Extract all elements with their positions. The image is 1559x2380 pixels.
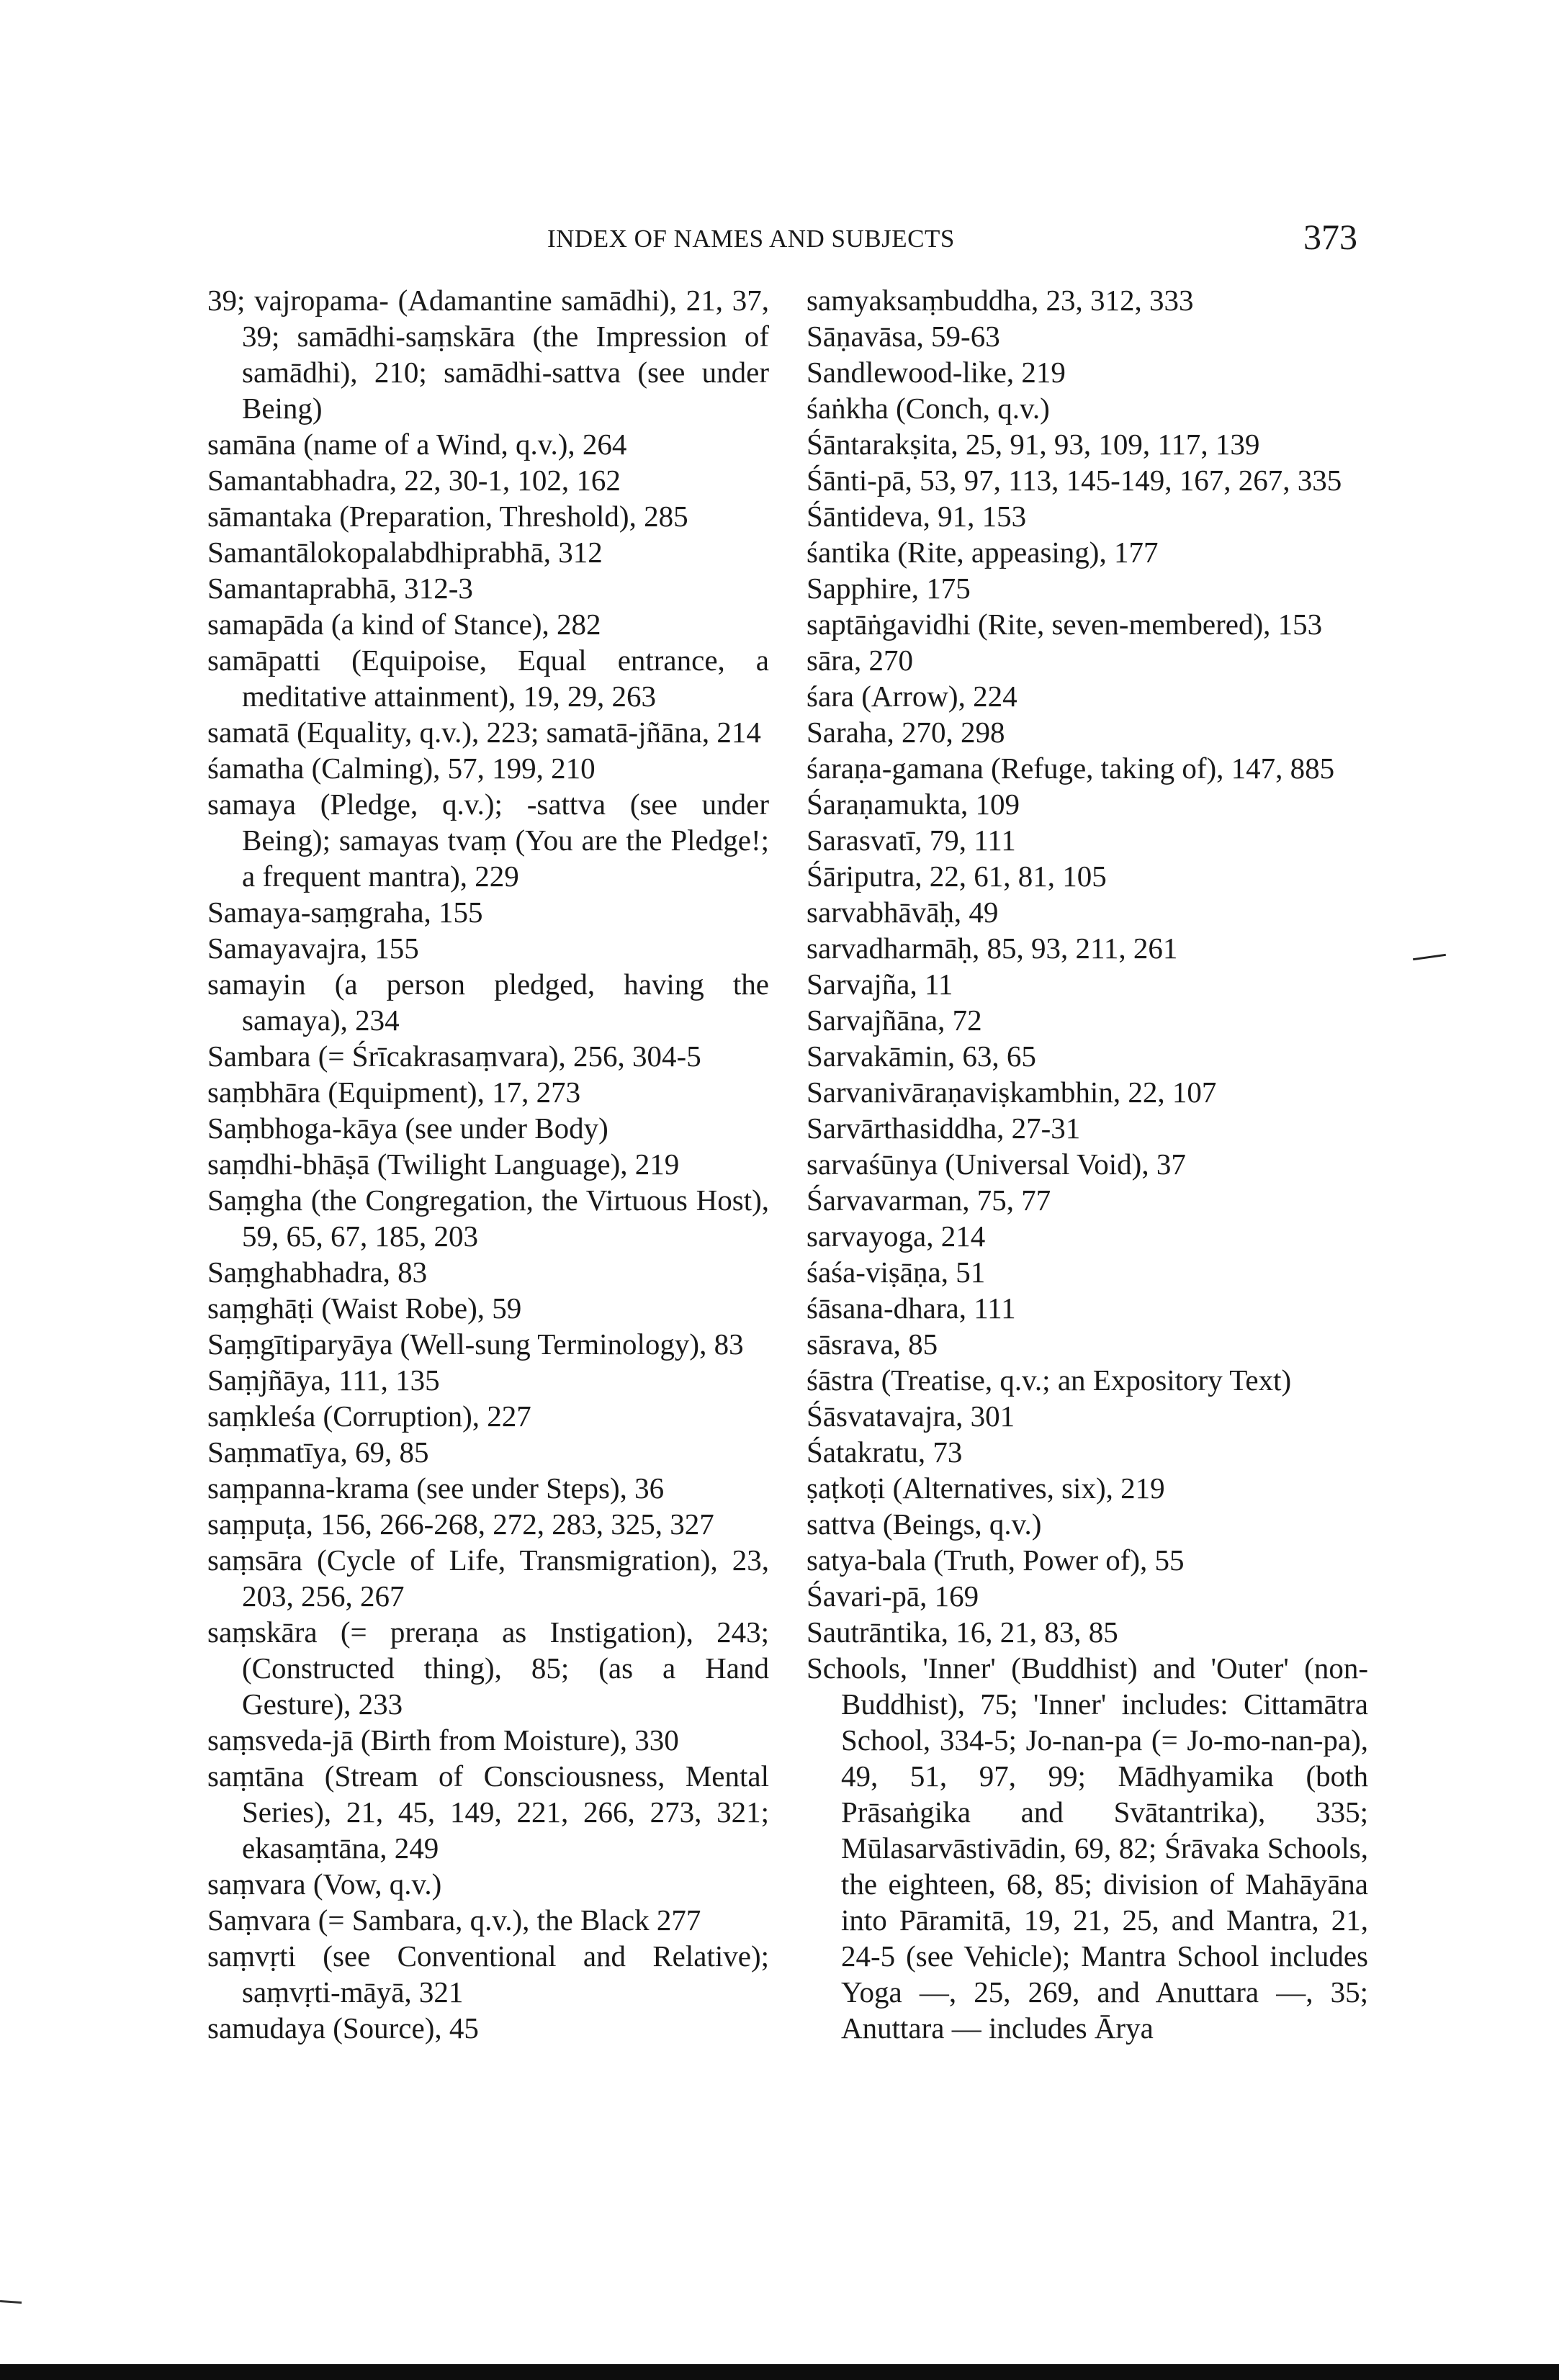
index-entry: Saṃjñāya, 111, 135 [207,1363,440,1397]
index-entry: saṃskāra (= preraṇa as Instigation), 243; (Constructed thing), 85; (as a Hand Gesture), 233 [207,1615,769,1721]
index-entry: Sāṇavāsa, 59-63 [807,320,1000,353]
index-entry: Saṃmatīya, 69, 85 [207,1435,429,1469]
index-entry: samudaya (Source), 45 [207,2011,479,2045]
index-entry: sāra, 270 [807,644,914,677]
index-entry: Sambara (= Śrīcakrasaṃvara), 256, 304-5 [207,1040,701,1073]
index-entry: Sapphire, 175 [807,572,971,605]
index-entry: saṃsāra (Cycle of Life, Transmigration), 23, 203, 256, 267 [207,1543,769,1613]
index-entry: śara (Arrow), 224 [807,680,1017,713]
index-entry: Śāsvatavajra, 301 [807,1399,1015,1433]
index-entry: śaśa-viṣāṇa, 51 [807,1256,986,1289]
index-entry: saṃdhi-bhāṣā (Twilight Language), 219 [207,1148,680,1181]
index-entry: saptāṅgavidhi (Rite, seven-membered), 153 [807,608,1323,641]
index-entry: śantika (Rite, appeasing), 177 [807,536,1159,569]
index-entry: saṃvara (Vow, q.v.) [207,1867,442,1901]
index-entry: Sarvārthasiddha, 27-31 [807,1112,1081,1145]
running-head: INDEX OF NAMES AND SUBJECTS [547,225,955,253]
page-number: 373 [1303,217,1357,257]
index-entry: Samantālokopalabdhiprabhā, 312 [207,536,603,569]
index-entry: saṃbhāra (Equipment), 17, 273 [207,1076,581,1109]
index-entry: samatā (Equality, q.v.), 223; samatā-jñāna, 214 [207,716,761,749]
index-entry: saṃvṛti (see Conventional and Relative); saṃvṛti-māyā, 321 [207,1939,769,2009]
index-entry: samayin (a person pledged, having the samaya), 234 [207,968,769,1037]
index-entry: Sautrāntika, 16, 21, 83, 85 [807,1615,1118,1649]
index-entry: Schools, 'Inner' (Buddhist) and 'Outer' (non-Buddhist), 75; 'Inner' includes: Cittamātra School, 334-5; Jo-nan-pa (= Jo-mo-nan-pa), 49, 51, 97, 99; Mādhyamika (both Prāsaṅgika and Svātantrika), 335; Mūlasarvāstivādin, 69, 82; Śrāvaka Schools, the eighteen, 68, 85; division of Mahāyāna into Pāramitā, 19, 21, 25, and Mantra, 21, 24-5 (see Vehicle); Mantra School includes Yoga —, 25, 269, and Anuttara —, 35; Anuttara — includes Ārya [807,1651,1368,2045]
index-entry: Samantaprabhā, 312-3 [207,572,473,605]
index-entry: Śavari-pā, 169 [807,1579,979,1613]
index-entry: sāsrava, 85 [807,1328,938,1361]
index-entry: saṃtāna (Stream of Consciousness, Mental Series), 21, 45, 149, 221, 266, 273, 321; ekasaṃtāna, 249 [207,1759,769,1865]
index-entry: saṃghāṭi (Waist Robe), 59 [207,1292,522,1325]
index-entry: sarvabhāvāḥ, 49 [807,896,999,929]
index-entry: Sandlewood-like, 219 [807,356,1066,389]
index-entry: sarvayoga, 214 [807,1220,986,1253]
index-entry: saṃpanna-krama (see under Steps), 36 [207,1471,665,1505]
index-entry: śaṅkha (Conch, q.v.) [807,392,1050,425]
index-entry: 39; vajropama- (Adamantine samādhi), 21, 37, 39; samādhi-saṃskāra (the Impression of samādhi), 210; samādhi-sattva (see under Being) [207,284,769,425]
index-entry: Saṃvara (= Sambara, q.v.), the Black 277 [207,1903,701,1937]
index-entry: Sarvajñāna, 72 [807,1004,982,1037]
index-entry: Śarvavarman, 75, 77 [807,1184,1051,1217]
index-entry: samāpatti (Equipoise, Equal entrance, a meditative attainment), 19, 29, 263 [207,644,769,713]
index-entry: Śāriputra, 22, 61, 81, 105 [807,860,1107,893]
index-column-right [807,282,1368,2046]
index-entry: Samayavajra, 155 [207,932,419,965]
index-entry: Samantabhadra, 22, 30-1, 102, 162 [207,464,621,497]
index-entry: sarvadharmāḥ, 85, 93, 211, 261 [807,932,1178,965]
index-entry: Sarvanivāraṇaviṣkambhin, 22, 107 [807,1076,1217,1109]
page-header [0,216,1559,274]
index-entry: samapāda (a kind of Stance), 282 [207,608,601,641]
index-entry: Sarasvatī, 79, 111 [807,824,1016,857]
index-entry: Samaya-saṃgraha, 155 [207,896,483,929]
index-entry: Sarvajña, 11 [807,968,953,1001]
index-entry: Śatakratu, 73 [807,1435,963,1469]
index-entry: Saṃghabhadra, 83 [207,1256,428,1289]
index-entry: Śāntideva, 91, 153 [807,500,1027,533]
index-entry: Saṃgītiparyāya (Well-sung Terminology), 83 [207,1328,744,1361]
index-entry: Śāntarakṣita, 25, 91, 93, 109, 117, 139 [807,428,1260,461]
index-entry: sāmantaka (Preparation, Threshold), 285 [207,500,688,533]
index-entry: Saṃbhoga-kāya (see under Body) [207,1112,608,1145]
scan-edge-mark [0,2300,22,2304]
index-entry: śaraṇa-gamana (Refuge, taking of), 147, 885 [807,752,1335,785]
index-entry: satya-bala (Truth, Power of), 55 [807,1543,1185,1577]
index-entry: Saṃgha (the Congregation, the Virtuous Host), 59, 65, 67, 185, 203 [207,1184,769,1253]
index-entry: śamatha (Calming), 57, 199, 210 [207,752,596,785]
index-entry: śāsana-dhara, 111 [807,1292,1016,1325]
index-entry: Saraha, 270, 298 [807,716,1005,749]
index-entry: sattva (Beings, q.v.) [807,1507,1042,1541]
index-entry: samyaksaṃbuddha, 23, 312, 333 [807,284,1194,317]
index-entry: saṃsveda-jā (Birth from Moisture), 330 [207,1723,679,1757]
index-entry: Śaraṇamukta, 109 [807,788,1020,821]
index-entry: ṣaṭkoṭi (Alternatives, six), 219 [807,1471,1165,1505]
index-entry: Sarvakāmin, 63, 65 [807,1040,1036,1073]
index-entry: Śānti-pā, 53, 97, 113, 145-149, 167, 267, 335 [807,464,1342,497]
index-entry: samāna (name of a Wind, q.v.), 264 [207,428,627,461]
index-entry: sarvaśūnya (Universal Void), 37 [807,1148,1186,1181]
index-entry: saṃpuṭa, 156, 266-268, 272, 283, 325, 327 [207,1507,714,1541]
index-entry: samaya (Pledge, q.v.); -sattva (see under Being); samayas tvaṃ (You are the Pledge!; a frequent mantra), 229 [207,788,769,893]
scan-bottom-border [0,2364,1559,2380]
index-entry: śāstra (Treatise, q.v.; an Expository Text) [807,1363,1292,1397]
index-entry: saṃkleśa (Corruption), 227 [207,1399,531,1433]
margin-pencil-mark [1413,954,1446,960]
index-column-left [207,282,769,2046]
